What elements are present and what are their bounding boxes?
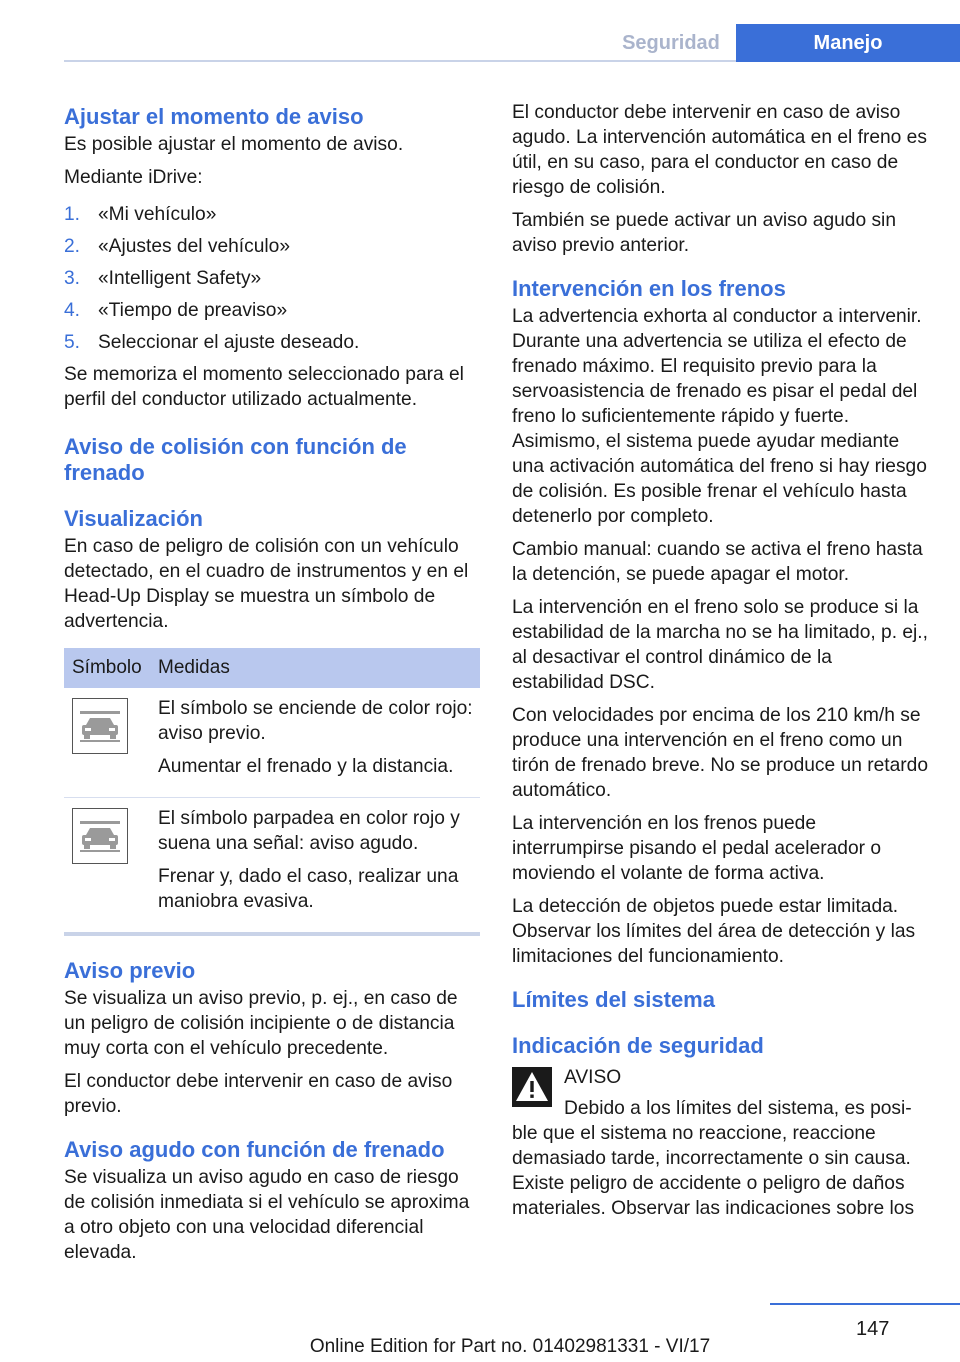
header-measures: Medidas [158, 657, 230, 678]
heading-aviso-previo: Aviso previo [64, 958, 196, 983]
paragraph: La intervención en el freno solo se produce si la estabilidad de la marcha no se ha limitado, p. ej., al desactivar el control dinámico de la estabilidad DSC. [512, 597, 928, 693]
list-item: 4. «Tiempo de preaviso» [64, 300, 288, 321]
car-warning-icon [72, 808, 128, 864]
warning-triangle-icon [512, 1065, 560, 1121]
heading-intervencion: Intervención en los frenos [512, 276, 786, 301]
paragraph: Se visualiza un aviso previo, p. ej., en caso de un peligro de colisión incipiente o de distancia muy corta con el vehículo precedente. [64, 988, 458, 1059]
paragraph: Cambio manual: cuando se activa el freno hasta la detención, se puede apagar el motor. [512, 539, 923, 585]
list-item: 2. «Ajustes del vehículo» [64, 236, 290, 257]
heading-aviso-colision: Aviso de colisión con función de frenado [64, 434, 407, 485]
paragraph: Se memoriza el momento seleccionado para el perfil del conductor utilizado actualmente. [64, 364, 464, 410]
car-warning-icon [72, 698, 128, 754]
right-column [512, 100, 928, 1221]
paragraph: La intervención en los frenos puede interrumpirse pisando el pedal acelerador o moviendo el volante de forma activa. [512, 813, 882, 884]
paragraph: También se puede activar un aviso agudo sin aviso previo anterior. [512, 210, 896, 256]
heading-limites: Límites del sistema [512, 987, 715, 1012]
header-symbol: Símbolo [72, 657, 142, 678]
paragraph: El conductor debe intervenir en caso de aviso previo. [64, 1071, 453, 1117]
edition-note: Online Edition for Part no. 01402981331 - VI/17 [309, 1336, 711, 1357]
list-item: 5. Seleccionar el ajuste deseado. [64, 332, 360, 353]
safety-warning [512, 1065, 928, 1121]
left-column [64, 100, 480, 1273]
paragraph: Se visualiza un aviso agudo en caso de riesgo de colisión inmediata si el vehículo se aproxima a otro objeto con una velocidad diferencial elevada. [64, 1167, 470, 1263]
heading-aviso-agudo: Aviso agudo con función de frenado [64, 1137, 445, 1162]
tab-seguridad[interactable]: Seguridad [622, 32, 720, 54]
footer-rule [770, 1303, 960, 1305]
heading-ajustar: Ajustar el momento de aviso [64, 104, 364, 129]
table-row: El símbolo se enciende de color rojo: aviso previo. Aumentar el frenado y la distancia. [64, 688, 480, 798]
warning-body-first: Debido a los límites del sistema, es posi- [564, 1098, 912, 1119]
paragraph: Mediante iDrive: [64, 167, 203, 188]
steps-list [64, 202, 480, 355]
symbol-table [64, 648, 480, 936]
paragraph: El conductor debe intervenir en caso de aviso agudo. La intervención automática en el freno es útil, en su caso, para el conductor en caso de riesgo de colisión. [512, 102, 927, 198]
paragraph: La detección de objetos puede estar limitada. Observar los límites del área de detección y las limitaciones del funcionamiento. [512, 896, 916, 967]
paragraph: Es posible ajustar el momento de aviso. [64, 134, 404, 155]
table-end-rule [64, 932, 480, 936]
table-row: El símbolo parpadea en color rojo y suena una señal: aviso agudo. Frenar y, dado el caso, realizar una maniobra evasiva. [64, 798, 480, 932]
heading-visualizacion: Visualización [64, 506, 203, 531]
paragraph: En caso de peligro de colisión con un vehículo detectado, en el cuadro de instrumentos y en el Head-Up Display se muestra un símbolo de advertencia. [64, 536, 469, 632]
warning-title: AVISO [564, 1067, 622, 1088]
warning-body: ble que el sistema no reaccione, reaccione demasiado tarde, incorrectamente o sin causa. Existe peligro de accidente o peligro de daños materiales. Observar las indicaciones sobre los [512, 1123, 915, 1219]
list-item: 1. «Mi vehículo» [64, 204, 217, 225]
list-item: 3. «Intelligent Safety» [64, 268, 262, 289]
paragraph: La advertencia exhorta al conductor a intervenir. Durante una advertencia se utiliza el efecto de frenado máximo. El requisito previo para la servoasistencia de frenado es pisar el pedal del freno lo suficientemente rápido y fuerte. Asimismo, el sistema puede ayudar mediante una activación automática del freno si hay riesgo de colisión. Es posible frenar el vehículo hasta detenerlo por completo. [512, 306, 927, 527]
table-header [64, 648, 480, 688]
heading-indicacion: Indicación de seguridad [512, 1033, 764, 1058]
paragraph: Con velocidades por encima de los 210 km/h se produce una intervención en el freno como un tirón de frenado breve. No se produce un retardo automático. [512, 705, 928, 801]
page-number: 147 [856, 1318, 890, 1340]
tab-manejo[interactable]: Manejo [736, 24, 960, 62]
